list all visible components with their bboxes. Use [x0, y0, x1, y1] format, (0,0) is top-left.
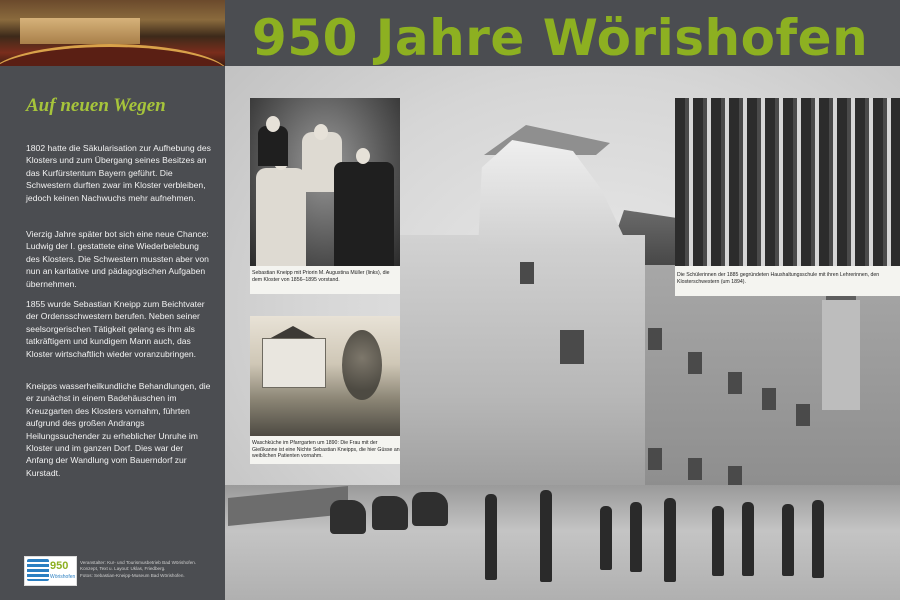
window: [796, 404, 810, 426]
horse: [330, 500, 366, 534]
credit-line: Veranstalter: Kur- und Tourismusbetrieb Bad Wörishofen.: [80, 560, 197, 565]
photo-caption: Sebastian Kneipp mit Priorin M. Augustina Müller (links), die dem Kloster von 1856–1895 vorstand.: [252, 270, 390, 283]
paragraph: 1802 hatte die Säkularisation zur Aufhebung des Klosters und zum Übergang seines Besitzes an das Kurfürstentum Bayern geführt. Die Schwestern durften zwar im Kloster verbleiben, jedoch keinen Nachwuchs mehr aufnehmen.: [26, 143, 211, 203]
credit-line: Fotos: Sebastian-Kneipp-Museum Bad Wörishofen.: [80, 572, 185, 578]
photo-caption: Waschküche im Pfarrgarten um 1890: Die Frau mit der Gießkanne ist eine Nichte Sebastian Kneipps, die hier Güsse an weiblichen Patienten vornahm.: [252, 440, 400, 460]
priest-figure: [258, 126, 288, 166]
tree: [342, 330, 382, 400]
person: [712, 506, 724, 576]
photo-image: [675, 98, 900, 266]
priest-figure: [334, 162, 394, 266]
paragraph: Kneipps wasserheilkundliche Behandlungen, die er zunächst in einem Badehäuschen im Kreuzgarten des Klosters vornahm, führten aufgrund des großen Andrangs Heilungssuchender zu erheblicher Unruhe im Kloster und im ganzen Dorf. Dies war der Anfang der Wandlung vom Bauerndorf zur Kurstadt.: [26, 381, 211, 478]
waves-icon: [27, 559, 49, 581]
window: [688, 352, 702, 374]
painting-arch: [0, 44, 225, 66]
paragraph: Vierzig Jahre später bot sich eine neue Chance: Ludwig der I. gestattete eine Wiederbelebung des Klosters. Die Schwestern mussten aber von nun an karitative und pädagogischen Aufgaben übernehmen.: [26, 229, 209, 289]
credit-line: Konzept, Text u. Layout: Uklas, Friedberg.: [80, 566, 166, 572]
photo-image: [250, 316, 400, 436]
logo: [24, 556, 77, 586]
nun-figure: [256, 168, 306, 266]
person: [600, 506, 612, 570]
window: [728, 372, 742, 394]
photo-students: [675, 98, 900, 296]
horse: [372, 496, 408, 530]
person: [540, 490, 552, 582]
window: [762, 388, 776, 410]
person: [485, 494, 497, 580]
face: [356, 148, 370, 164]
window: [560, 330, 584, 364]
photo-caption: Die Schülerinnen der 1885 gegründeten Haushaltungsschule mit ihren Lehrerinnen, den Klosterschwestern (um 1894).: [677, 272, 880, 285]
window: [688, 458, 702, 480]
face: [314, 124, 328, 140]
wash-house: [262, 338, 326, 388]
logo-number: 950: [50, 560, 69, 572]
logo-name: Wörishofen: [50, 574, 76, 580]
section-title: Auf neuen Wegen: [26, 95, 166, 116]
horse: [412, 492, 448, 526]
church-tower: [822, 300, 860, 410]
photo-kneipp-prioress: [250, 98, 400, 294]
photo-image: [250, 98, 400, 266]
person: [782, 504, 794, 576]
person: [664, 498, 676, 582]
window: [648, 448, 662, 470]
credits: [80, 560, 220, 579]
person: [742, 502, 754, 576]
person: [812, 500, 824, 578]
painting-building: [20, 18, 140, 44]
page-title: 950 Jahre Wörishofen: [252, 9, 869, 67]
face: [266, 116, 280, 132]
window: [520, 262, 534, 284]
window: [648, 328, 662, 350]
photo-wash-kitchen: [250, 316, 400, 464]
paragraph: 1855 wurde Sebastian Kneipp zum Beichtvater der Ordensschwestern berufen. Neben seiner seelsorgerischen Tätigkeit gelang es ihm als tatkräftigem und kundigem Mann auch, das Kloster wirtschaftlich wieder voranzubringen.: [26, 299, 205, 359]
painting-thumbnail: [0, 0, 225, 66]
person: [630, 502, 642, 572]
